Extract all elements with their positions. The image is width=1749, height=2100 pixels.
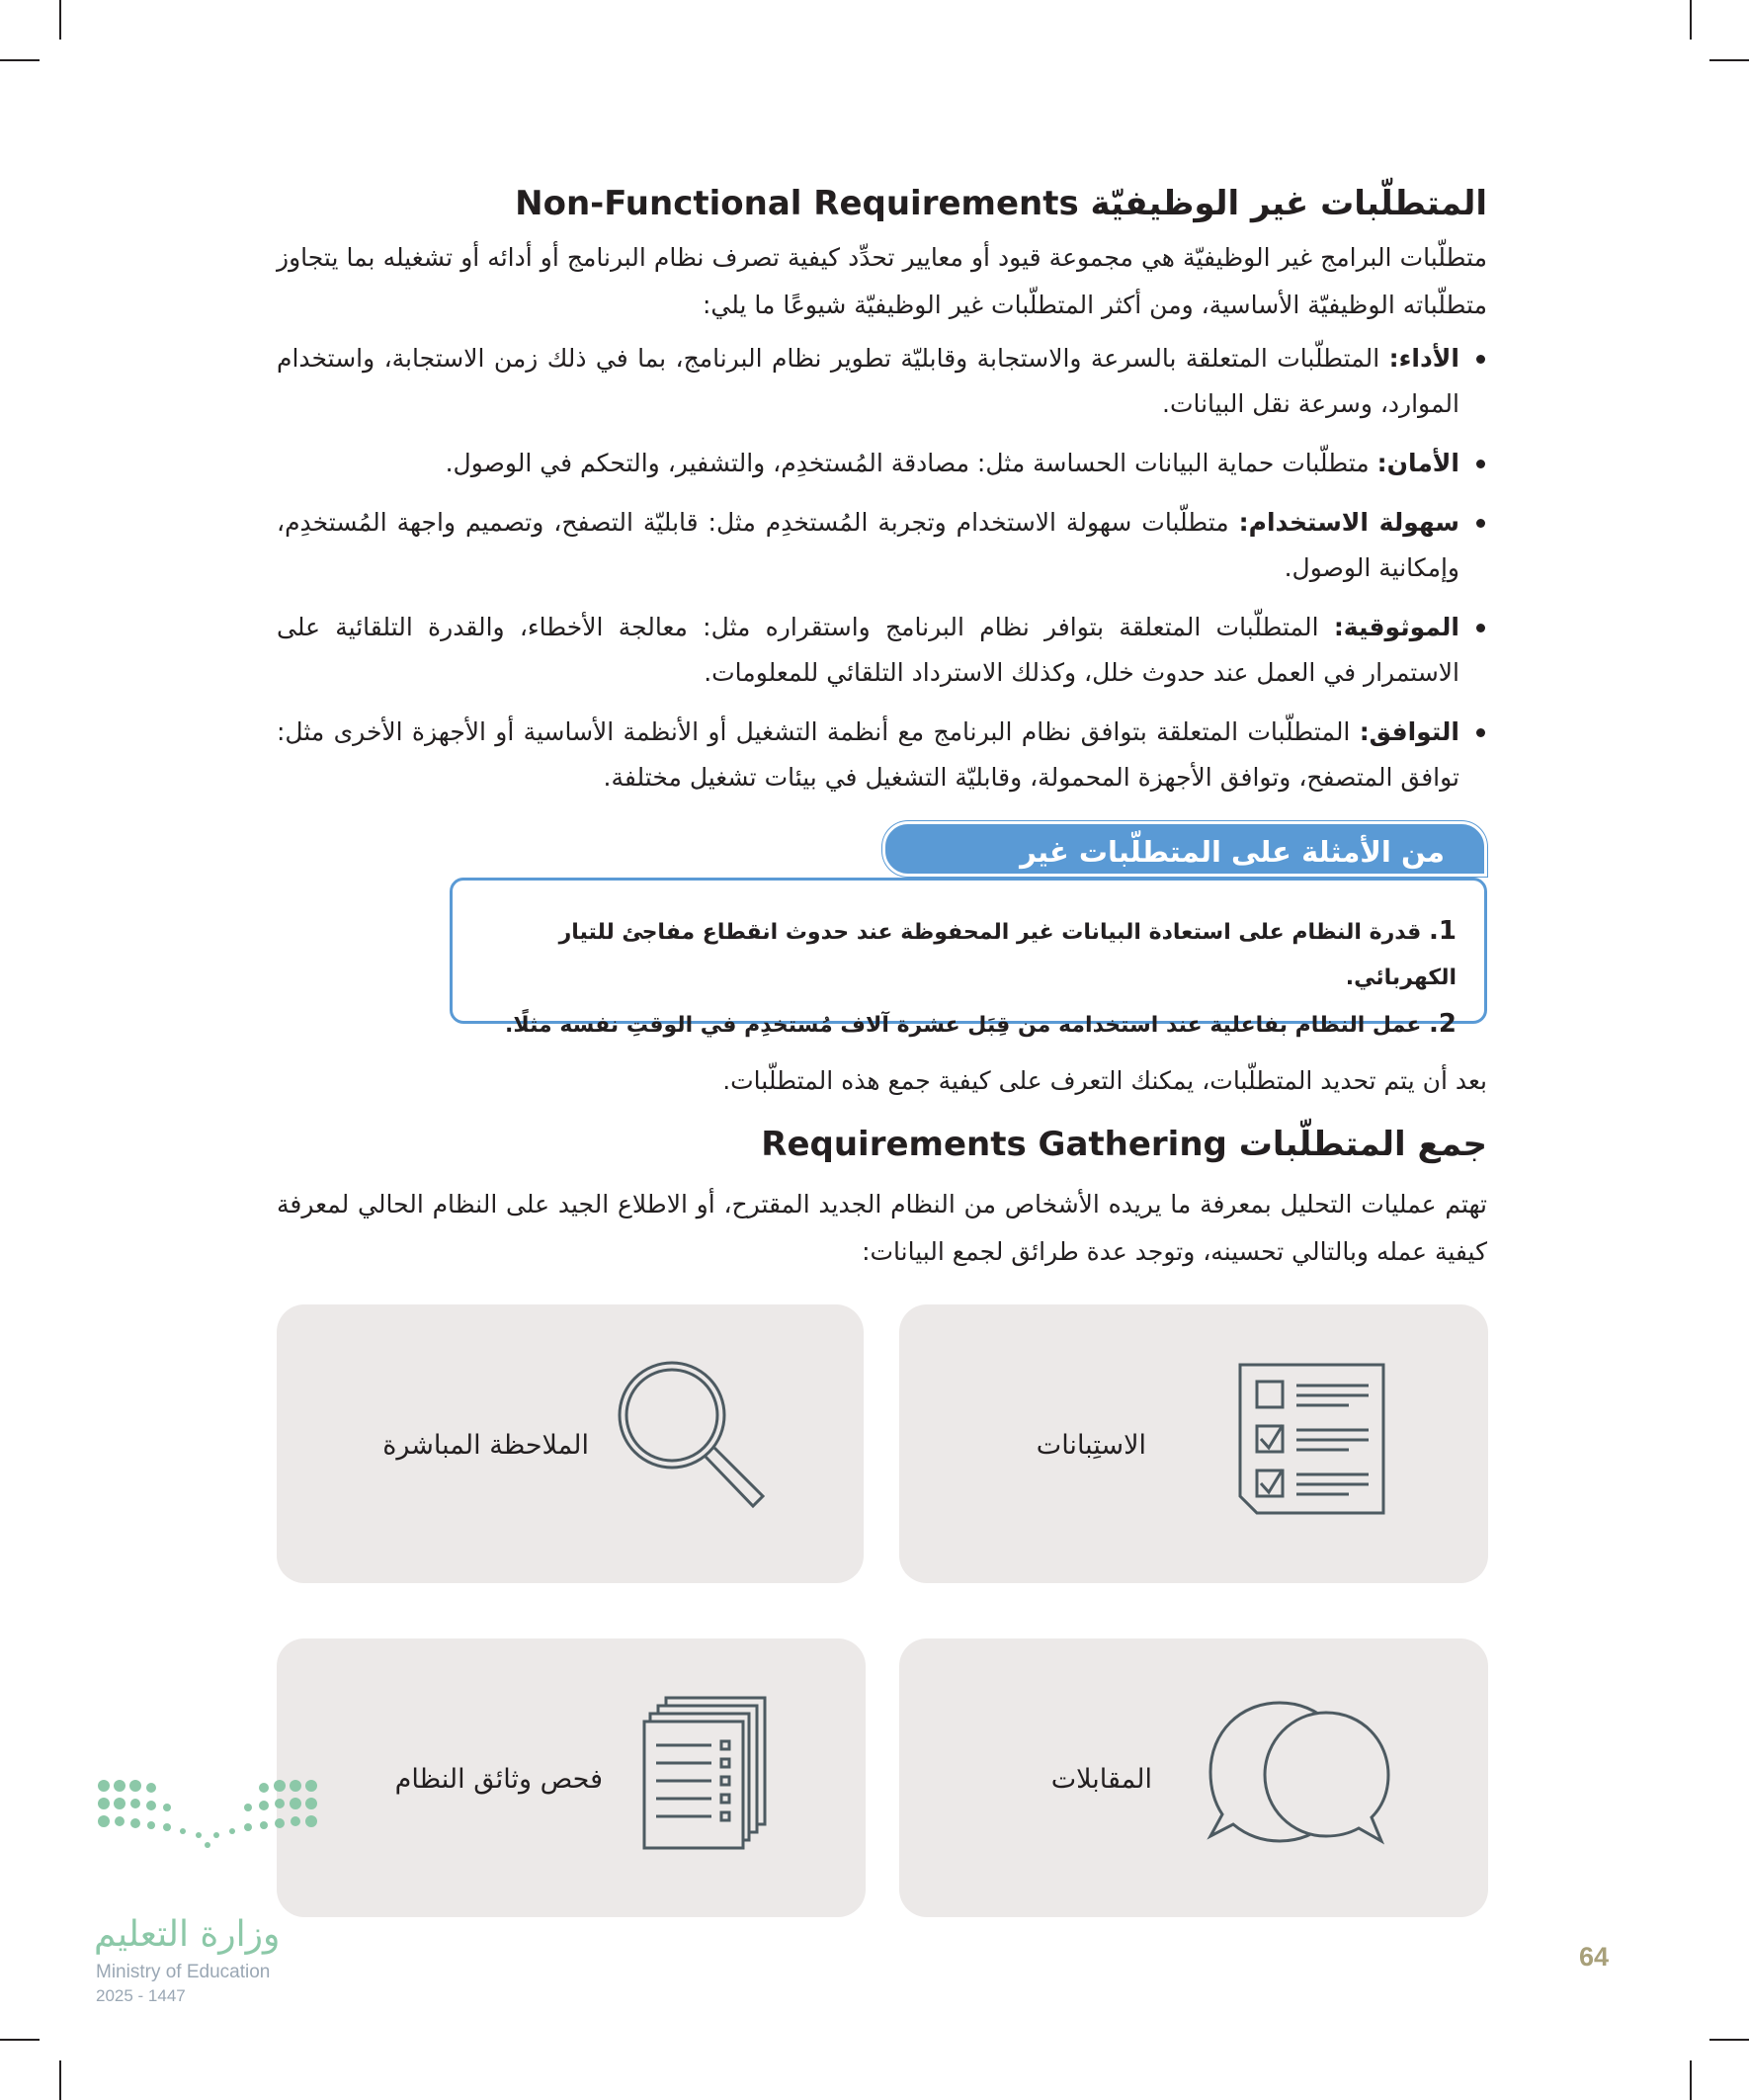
list-item: [277, 441, 1487, 486]
examples-title: من الأمثلة على المتطلّبات غير الوظيفيّة :: [882, 821, 1487, 877]
document-stack-icon: [642, 1694, 771, 1852]
ministry-name-arabic: وزارة التعليم: [94, 1914, 281, 1955]
section-intro-gathering: تهتم عمليات التحليل بمعرفة ما يريده الأشخاص من النظام الجديد المقترح، أو الاطلاع الجيد على النظام الحالي لمعرفة كيفية عمله وبالتالي تحسينه، وتوجد عدة طرائق لجمع البيانات:: [277, 1190, 1487, 1266]
crop-mark: [1690, 2060, 1692, 2100]
list-item-term: التوافق:: [1359, 717, 1459, 746]
list-item: [277, 710, 1487, 800]
method-card-interviews: [899, 1638, 1488, 1917]
examples-box: [450, 878, 1487, 1039]
checklist-icon: [1235, 1360, 1393, 1520]
ministry-year: 2025 - 1447: [96, 1986, 186, 2005]
example-number: 1.: [1429, 916, 1457, 946]
example-text: قدرة النظام على استعادة البيانات غير المحفوظة عند حدوث انقطاع مفاجئ للتيار الكهربائي.: [558, 920, 1457, 990]
crop-mark: [0, 59, 40, 61]
list-item-text: المتطلّبات المتعلقة بتوافق نظام البرنامج مع أنظمة التشغيل أو الأنظمة الأساسية أو الأجهزة الأخرى مثل: توافق المتصفح، وتوافق الأجهزة المحمولة، وقابليّة التشغيل في بيئات تشغيل مختلفة.: [277, 717, 1459, 792]
section-intro-non-functional: متطلّبات البرامج غير الوظيفيّة هي مجموعة قيود أو معايير تحدِّد كيفية تصرف نظام البرنامج أو أدائه أو تشغيله بما يتجاوز متطلّباته الوظيفيّة الأساسية، ومن أكثر المتطلّبات غير الوظيفيّة شيوعًا ما يلي:: [277, 243, 1487, 319]
ministry-logo-icon: [94, 1774, 321, 1902]
transition-text: بعد أن يتم تحديد المتطلّبات، يمكنك التعرف على كيفية جمع هذه المتطلّبات.: [722, 1066, 1487, 1095]
method-label: الملاحظة المباشرة: [382, 1430, 589, 1461]
list-item-term: سهولة الاستخدام:: [1238, 508, 1459, 537]
crop-mark: [1709, 59, 1749, 61]
section-title-non-functional: المتطلّبات غير الوظيفيّة Non-Functional Requirements: [515, 184, 1487, 223]
example-text: عمل النظام بفاعلية عند استخدامه من قِبَل عشرة آلاف مُستخدِم في الوقتِ نفسه مثلًا.: [505, 1013, 1430, 1038]
method-label: فحص وثائق النظام: [394, 1764, 603, 1795]
method-card-documents: [277, 1638, 866, 1917]
list-item-term: الأمان:: [1376, 449, 1459, 477]
method-card-questionnaires: [899, 1304, 1488, 1583]
ministry-name-english: Ministry of Education: [96, 1962, 271, 1982]
example-item: [492, 908, 1457, 1001]
method-card-observation: [277, 1304, 864, 1583]
crop-mark: [1709, 2039, 1749, 2041]
example-item: [492, 1001, 1457, 1049]
section-title-gathering: جمع المتطلّبات Requirements Gathering: [761, 1125, 1487, 1164]
list-item: [277, 500, 1487, 591]
magnifier-icon: [613, 1356, 771, 1520]
list-item-term: الموثوقية:: [1333, 613, 1459, 641]
example-number: 2.: [1429, 1009, 1457, 1039]
crop-mark: [59, 0, 61, 40]
list-item-text: متطلّبات سهولة الاستخدام وتجربة المُستخدِم مثل: قابليّة التصفح، وتصميم واجهة المُستخدِم، وإمكانية الوصول.: [277, 508, 1459, 582]
method-label: الاستِبانات: [1036, 1430, 1146, 1461]
speech-bubbles-icon: [1206, 1698, 1393, 1866]
method-label: المقابلات: [1050, 1764, 1152, 1795]
list-item: [277, 605, 1487, 696]
list-item-term: الأداء:: [1388, 344, 1459, 373]
crop-mark: [1690, 0, 1692, 40]
crop-mark: [59, 2060, 61, 2100]
list-item-text: متطلّبات حماية البيانات الحساسة مثل: مصادقة المُستخدِم، والتشفير، والتحكم في الوصول.: [445, 449, 1377, 477]
list-item-text: المتطلّبات المتعلقة بالسرعة والاستجابة وقابليّة تطوير نظام البرنامج، بما في ذلك زمن الاستجابة، واستخدام الموارد، وسرعة نقل البيانات.: [277, 344, 1459, 418]
crop-mark: [0, 2039, 40, 2041]
list-item: [277, 336, 1487, 427]
page-number: 64: [1579, 1942, 1610, 1972]
list-item-text: المتطلّبات المتعلقة بتوافر نظام البرنامج واستقراره مثل: معالجة الأخطاء، والقدرة التلقائية على الاستمرار في العمل عند حدوث خلل، وكذلك الاسترداد التلقائي للمعلومات.: [277, 613, 1459, 687]
requirements-list: [277, 336, 1487, 814]
